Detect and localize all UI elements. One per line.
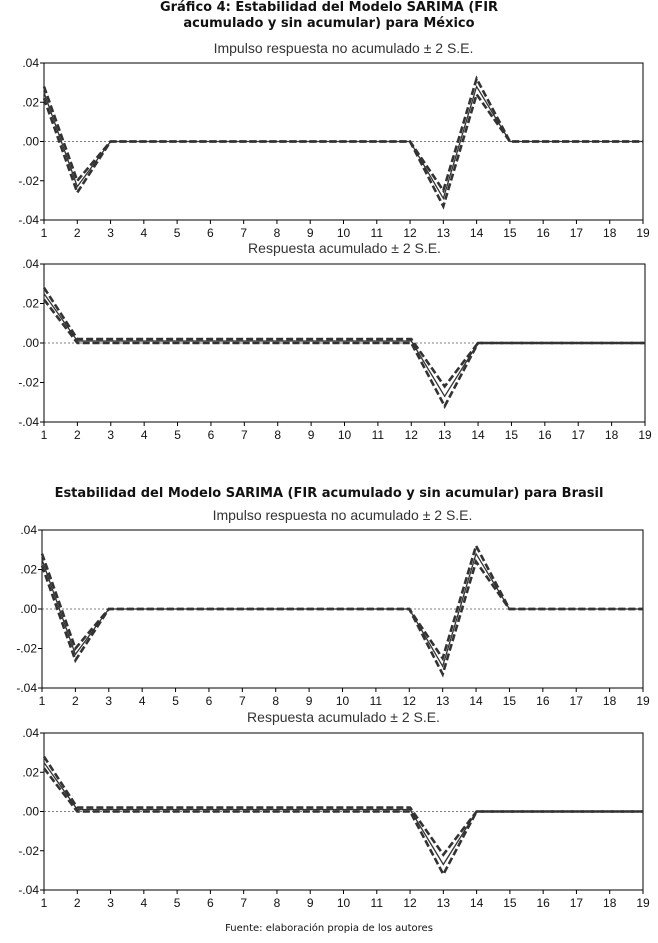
x-tick-label: 1 (40, 428, 48, 442)
y-tick-label: -.02 (18, 843, 39, 858)
x-tick-label: 3 (105, 694, 113, 708)
x-tick-label: 16 (538, 428, 552, 442)
x-tick-label: 9 (306, 226, 314, 240)
chart-title: Impulso respuesta no acumulado ± 2 S.E. (212, 507, 473, 523)
series-line-respuesta (44, 294, 645, 397)
x-tick-label: 10 (336, 896, 351, 910)
y-tick-label: .00 (22, 804, 39, 819)
x-tick-label: 6 (207, 896, 214, 910)
y-tick-label: -.04 (16, 681, 37, 695)
x-tick-label: 3 (107, 226, 114, 240)
x-tick-label: 3 (107, 428, 115, 442)
x-tick-label: 2 (74, 428, 81, 442)
x-tick-label: 12 (404, 428, 418, 442)
x-tick-label: 13 (437, 428, 452, 442)
x-tick-label: 9 (306, 896, 314, 910)
x-tick-label: 10 (336, 226, 351, 240)
series-line-upper-band (42, 546, 643, 659)
x-tick-label: 1 (40, 226, 48, 240)
x-tick-label: 5 (173, 226, 181, 240)
y-tick-label: .00 (22, 336, 39, 350)
x-tick-label: 6 (205, 694, 213, 708)
x-tick-label: 14 (469, 694, 483, 708)
series-line-respuesta (44, 762, 643, 864)
x-tick-label: 17 (569, 896, 584, 910)
x-tick-label: 18 (602, 694, 617, 708)
x-tick-label: 13 (435, 694, 450, 708)
x-tick-label: 8 (274, 428, 282, 442)
x-tick-label: 15 (503, 896, 517, 910)
x-tick-label: 9 (305, 694, 313, 708)
x-tick-label: 17 (571, 428, 585, 442)
x-tick-label: 2 (73, 896, 81, 910)
y-tick-label: .04 (22, 257, 39, 271)
series-line-lower-band (42, 562, 643, 675)
x-tick-label: 8 (273, 226, 281, 240)
x-tick-label: 17 (569, 694, 583, 708)
x-tick-label: 12 (403, 226, 417, 240)
x-tick-label: 12 (402, 694, 416, 708)
x-tick-label: 5 (173, 896, 181, 910)
x-tick-label: 7 (240, 896, 248, 910)
x-tick-label: 11 (369, 694, 383, 708)
y-tick-label: -.04 (18, 213, 39, 227)
chart-panel-2 (18, 240, 652, 442)
y-tick-label: .00 (22, 134, 39, 149)
source-note: Fuente: elaboración propia de los autores (225, 923, 433, 934)
x-tick-label: 14 (469, 226, 484, 240)
main-title-line2: acumulado y sin acumular) para México (183, 16, 475, 31)
x-tick-label: 11 (371, 428, 385, 442)
x-tick-label: 14 (469, 896, 484, 910)
x-tick-label: 11 (370, 896, 384, 910)
series-line-upper-band (44, 757, 643, 855)
brasil-section-title: Estabilidad del Modelo SARIMA (FIR acumulado y sin acumular) para Brasil (54, 486, 604, 501)
x-tick-label: 5 (172, 694, 179, 708)
x-tick-label: 16 (536, 226, 550, 240)
x-tick-label: 8 (273, 896, 281, 910)
x-tick-label: 2 (72, 694, 79, 708)
series-line-lower-band (44, 300, 645, 407)
x-tick-label: 15 (504, 428, 519, 442)
y-tick-label: -.02 (18, 375, 39, 390)
y-tick-label: -.02 (16, 641, 37, 656)
x-tick-label: 4 (140, 896, 148, 910)
y-tick-label: -.04 (18, 883, 39, 897)
x-tick-label: 6 (207, 226, 214, 240)
x-tick-label: 17 (569, 226, 584, 240)
y-tick-label: .02 (22, 296, 39, 311)
y-tick-label: .02 (22, 765, 39, 780)
x-tick-label: 4 (140, 428, 148, 442)
x-tick-label: 19 (636, 694, 650, 708)
chart-title: Impulso respuesta no acumulado ± 2 S.E. (213, 40, 474, 56)
y-tick-label: .04 (22, 726, 39, 740)
x-tick-label: 7 (240, 428, 248, 442)
series-line-upper-band (44, 288, 645, 387)
chart-panel-4 (18, 709, 650, 910)
x-tick-label: 14 (471, 428, 485, 442)
x-tick-label: 4 (140, 226, 148, 240)
x-tick-label: 1 (40, 896, 48, 910)
x-tick-label: 19 (636, 896, 650, 910)
x-tick-label: 4 (138, 694, 146, 708)
chart-panel-1 (18, 40, 650, 240)
x-tick-label: 18 (603, 226, 617, 240)
chart-title: Respuesta acumulado ± 2 S.E. (247, 709, 440, 725)
y-tick-label: .04 (20, 523, 37, 537)
x-tick-label: 13 (436, 896, 451, 910)
y-tick-label: .02 (20, 562, 37, 577)
x-tick-label: 8 (272, 694, 280, 708)
x-tick-label: 5 (174, 428, 181, 442)
y-tick-label: -.04 (18, 415, 39, 429)
x-tick-label: 18 (603, 896, 617, 910)
x-tick-label: 16 (536, 896, 550, 910)
chart-title: Respuesta acumulado ± 2 S.E. (248, 240, 441, 256)
x-tick-label: 7 (240, 226, 248, 240)
y-tick-label: .00 (20, 602, 37, 616)
x-tick-label: 10 (337, 428, 352, 442)
series-line-lower-band (44, 94, 643, 206)
series-line-upper-band (44, 79, 643, 191)
x-tick-label: 1 (38, 694, 46, 708)
x-tick-label: 19 (638, 428, 652, 442)
x-tick-label: 6 (207, 428, 215, 442)
x-tick-label: 15 (503, 226, 517, 240)
x-tick-label: 12 (403, 896, 417, 910)
series-line-lower-band (44, 768, 643, 874)
x-tick-label: 18 (604, 428, 619, 442)
x-tick-label: 10 (335, 694, 350, 708)
x-tick-label: 2 (73, 226, 81, 240)
x-tick-label: 15 (502, 694, 517, 708)
y-tick-label: .04 (22, 56, 39, 70)
main-title-line1: Gráfico 4: Estabilidad del Modelo SARIMA (FIR (159, 0, 499, 15)
y-tick-label: -.02 (18, 173, 39, 188)
x-tick-label: 19 (636, 226, 650, 240)
chart-panel-3 (16, 507, 650, 708)
x-tick-label: 3 (107, 896, 114, 910)
x-tick-label: 16 (536, 694, 550, 708)
y-tick-label: .02 (22, 95, 39, 110)
x-tick-label: 7 (238, 694, 246, 708)
x-tick-label: 11 (370, 226, 384, 240)
x-tick-label: 9 (307, 428, 315, 442)
x-tick-label: 13 (436, 226, 451, 240)
